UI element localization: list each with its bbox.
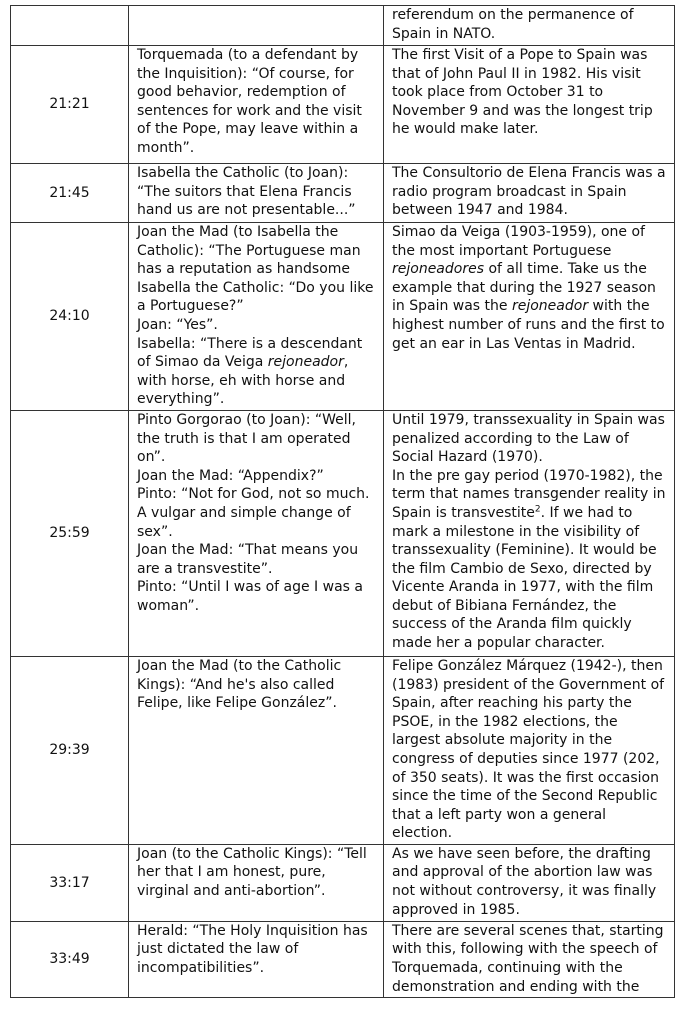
time-cell: 33:17 <box>11 844 129 921</box>
italic-term: rejoneador <box>267 354 344 371</box>
table-row <box>11 656 675 844</box>
note-cell: There are several scenes that, starting with this, following with the speech of Torquemada, continuing with the demonstration and ending with the <box>384 921 675 997</box>
dialogue-cell: Torquemada (to a defendant by the Inquisition): “Of course, for good behavior, redemption of sentences for work and the visit of the Pope, may leave within a month”. <box>129 46 384 164</box>
note-cell: Felipe González Márquez (1942-), then (1983) president of the Government of Spain, after reaching his party the PSOE, in the 1982 elections, the largest absolute majority in the congress of deputies since 1977 (202, of 350 seats). It was the first occasion since the time of the Second Republic that a left party won a general election. <box>384 656 675 844</box>
dialogue-cell <box>129 6 384 46</box>
note-cell <box>384 410 675 656</box>
dialogue-cell: Isabella the Catholic (to Joan): “The suitors that Elena Francis hand us are not presentable...” <box>129 164 384 223</box>
time-cell: 24:10 <box>11 223 129 411</box>
dialogue-cell <box>129 223 384 411</box>
note-cell: The Consultorio de Elena Francis was a radio program broadcast in Spain between 1947 and 1984. <box>384 164 675 223</box>
note-cell: As we have seen before, the drafting and approval of the abortion law was not without controversy, it was finally approved in 1985. <box>384 844 675 921</box>
dialogue-text: Joan the Mad (to Isabella the Catholic): “The Portuguese man has a reputation as handsome Isabella the Catholic: “Do you like a Portuguese?” Joan: “Yes”. Isabella: “There is a descendant of Simao da Veiga <box>137 224 374 371</box>
table-row <box>11 164 675 223</box>
table-row <box>11 844 675 921</box>
italic-term: rejoneador <box>511 298 589 315</box>
note-cell <box>384 223 675 411</box>
dialogue-text: , with horse, eh with horse and everything”. <box>137 354 349 408</box>
table-row <box>11 410 675 656</box>
table-row <box>11 46 675 164</box>
dialogue-cell: Pinto Gorgorao (to Joan): “Well, the truth is that I am operated on”. Joan the Mad: “Appendix?” Pinto: “Not for God, not so much. A vulgar and simple change of sex”. Joan the Mad: “That means you are a transvestite”. Pinto: “Until I was of age I was a woman”. <box>129 410 384 656</box>
table-row <box>11 6 675 46</box>
note-text: Simao da Veiga (1903-1959), one of the most important Portuguese <box>392 224 645 259</box>
time-cell <box>11 6 129 46</box>
dialogue-cell: Joan (to the Catholic Kings): “Tell her that I am honest, pure, virginal and anti-abortion”. <box>129 844 384 921</box>
note-text: of all time. Take us the example that during the 1927 season in Spain was the <box>392 261 656 315</box>
dialogue-cell: Herald: “The Holy Inquisition has just dictated the law of incompatibilities”. <box>129 921 384 997</box>
note-text: Until 1979, transsexuality in Spain was penalized according to the Law of Social Hazard (1970). In the pre gay period (1970-1982), the term that names transgender reality in Spain is transvestite <box>392 411 666 521</box>
time-cell: 21:21 <box>11 46 129 164</box>
time-cell: 21:45 <box>11 164 129 223</box>
note-cell: The first Visit of a Pope to Spain was that of John Paul II in 1982. His visit took place from October 31 to November 9 and was the longest trip he would make later. <box>384 46 675 164</box>
film-notes-table <box>10 5 675 998</box>
note-text: with the highest number of runs and the first to get an ear in Las Ventas in Madrid. <box>392 298 665 352</box>
note-cell: referendum on the permanence of Spain in NATO. <box>384 6 675 46</box>
time-cell: 29:39 <box>11 656 129 844</box>
table-row <box>11 223 675 411</box>
note-text: . If we had to mark a milestone in the visibility of transsexuality (Feminine). It would be the film Cambio de Sexo, directed by Vicente Aranda in 1977, with the film debut of Bibiana Fernández, the success of the Aranda film quickly made her a popular character. <box>392 504 657 652</box>
table-row <box>11 921 675 997</box>
footnote-marker: 2 <box>534 504 541 515</box>
time-cell: 25:59 <box>11 410 129 656</box>
italic-term: rejoneadores <box>392 261 485 278</box>
time-cell: 33:49 <box>11 921 129 997</box>
dialogue-cell: Joan the Mad (to the Catholic Kings): “And he's also called Felipe, like Felipe González”. <box>129 656 384 844</box>
